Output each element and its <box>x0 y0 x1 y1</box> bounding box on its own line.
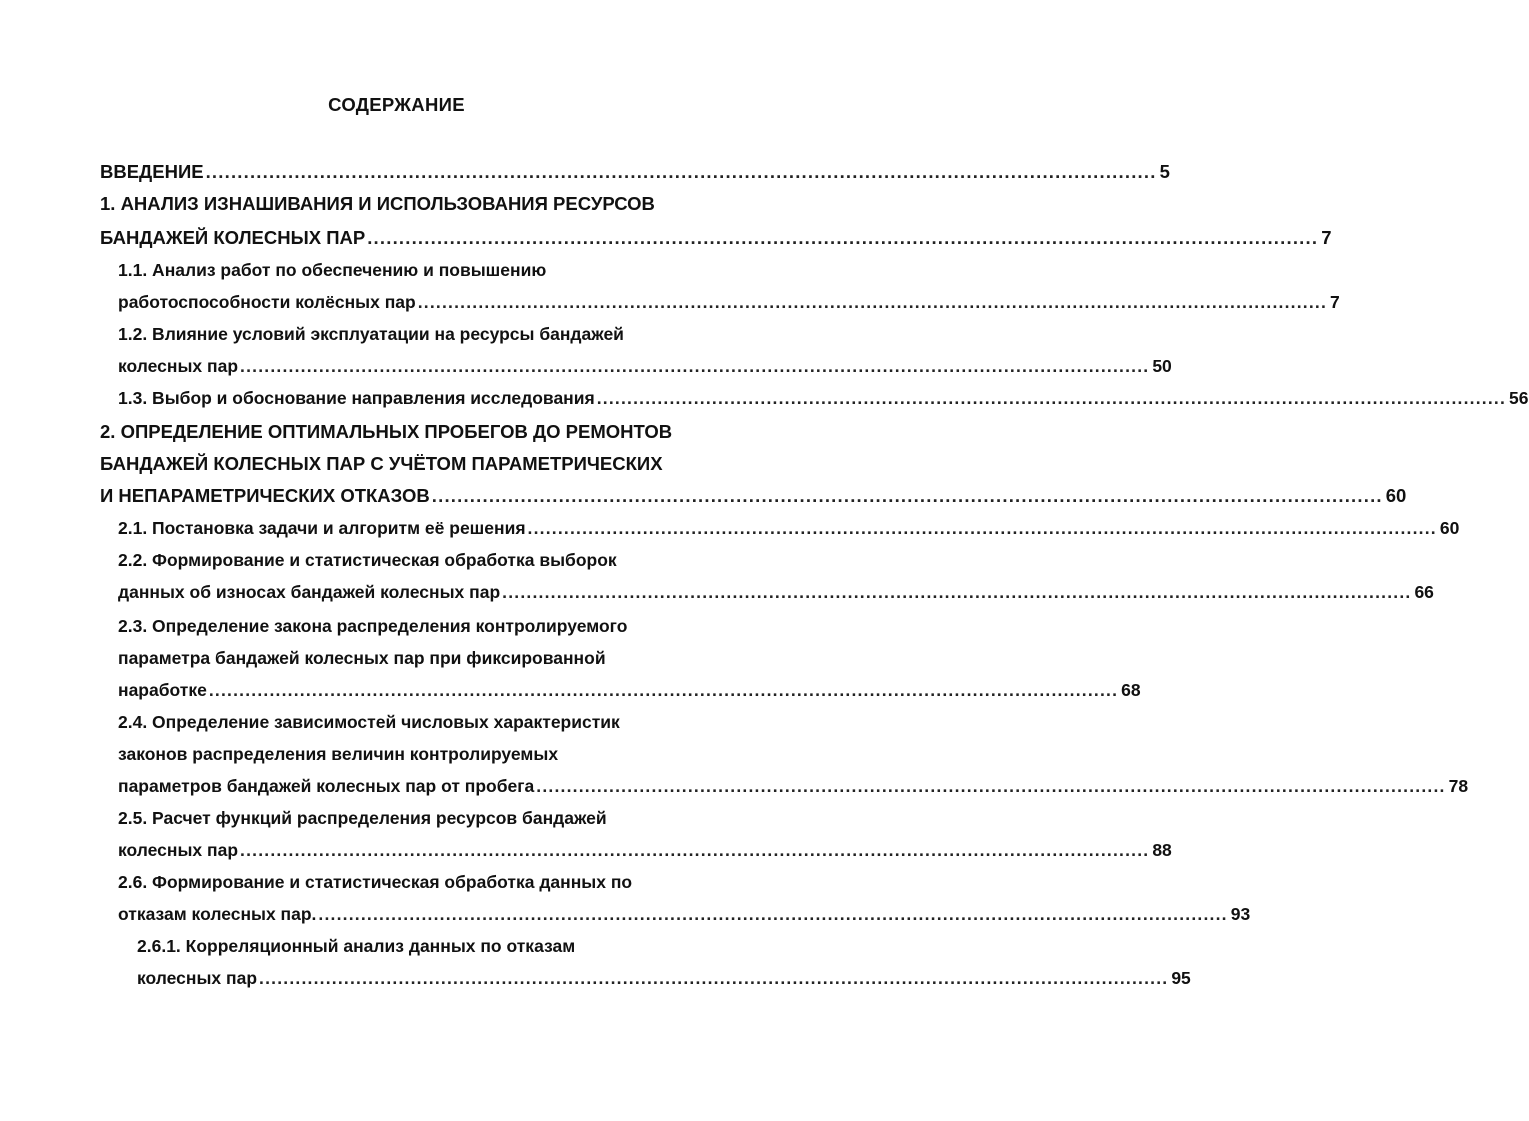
toc-entry-text: БАНДАЖЕЙ КОЛЕСНЫХ ПАР С УЧЁТОМ ПАРАМЕТРИЧЕСКИХ <box>100 453 663 474</box>
toc-entry-ch2-line3[interactable] <box>100 484 1407 508</box>
toc-entry-text: 2. ОПРЕДЕЛЕНИЕ ОПТИМАЛЬНЫХ ПРОБЕГОВ ДО РЕМОНТОВ <box>100 421 673 442</box>
toc-entry-text: ВВЕДЕНИЕ <box>100 161 204 182</box>
toc-entry-text: 1.2. Влияние условий эксплуатации на ресурсы бандажей <box>118 324 624 344</box>
toc-entry-text: законов распределения величин контролируемых <box>118 744 559 764</box>
toc-entry-1-2-line2[interactable] <box>118 354 1172 378</box>
toc-entry-text: данных об износах бандажей колесных пар <box>118 582 501 602</box>
toc-page-number: 78 <box>1448 776 1469 796</box>
toc-page-number: 7 <box>1330 292 1340 312</box>
toc-entry-2-2-line1[interactable] <box>118 548 685 572</box>
toc-entry-text: 2.3. Определение закона распределения контролируемого <box>118 616 628 636</box>
toc-entry-2-5-line2[interactable] <box>118 838 1172 862</box>
toc-entry-text: колесных пар <box>118 356 239 376</box>
toc-page-number: 56 <box>1509 388 1529 408</box>
toc-entry-text: отказам колесных пар. <box>118 904 317 924</box>
toc-entry-1-3[interactable] <box>118 386 1529 410</box>
toc-entry-text: параметров бандажей колесных пар от пробега <box>118 776 535 796</box>
toc-entry-ch1-line1[interactable] <box>100 192 685 216</box>
toc-entry-ch2-line1[interactable] <box>100 420 685 444</box>
toc-entry-2-6-line2[interactable] <box>118 902 1251 926</box>
toc-entry-text: 2.6.1. Корреляционный анализ данных по отказам <box>137 936 576 956</box>
toc-entry-text: И НЕПАРАМЕТРИЧЕСКИХ ОТКАЗОВ <box>100 485 430 506</box>
dot-leader: ...................................................................................................................................................... <box>527 518 1437 538</box>
toc-entry-2-4-line3[interactable] <box>118 774 1469 798</box>
toc-page-number: 7 <box>1321 227 1332 248</box>
toc-page-number: 5 <box>1159 161 1170 182</box>
dot-leader: ...................................................................................................................................................... <box>536 776 1446 796</box>
dot-leader: ...................................................................................................................................................... <box>502 582 1412 602</box>
toc-entry-2-6-1-line2[interactable] <box>137 966 1191 990</box>
toc-entry-2-3-line2[interactable] <box>118 646 685 670</box>
toc-entry-2-6-line1[interactable] <box>118 870 685 894</box>
toc-entry-text: 2.4. Определение зависимостей числовых характеристик <box>118 712 620 732</box>
toc-page-number: 50 <box>1152 356 1172 376</box>
toc-entry-2-2-line2[interactable] <box>118 580 1434 604</box>
toc-entry-text: колесных пар <box>118 840 239 860</box>
toc-entry-text: наработке <box>118 680 207 700</box>
toc-entry-2-5-line1[interactable] <box>118 806 685 830</box>
page-title: СОДЕРЖАНИЕ <box>328 94 465 115</box>
toc-entry-text: 1.1. Анализ работ по обеспечению и повышению <box>118 260 547 280</box>
toc-entry-1-1-line2[interactable] <box>118 290 1340 314</box>
toc-entry-2-1[interactable] <box>118 516 1460 540</box>
dot-leader: ...................................................................................................................................................... <box>259 968 1169 988</box>
toc-entry-text: 2.6. Формирование и статистическая обработка данных по <box>118 872 633 892</box>
toc-entry-text: БАНДАЖЕЙ КОЛЕСНЫХ ПАР <box>100 227 366 248</box>
toc-entry-2-6-1-line1[interactable] <box>137 934 685 958</box>
toc-entry-text: 2.1. Постановка задачи и алгоритм её решения <box>118 518 526 538</box>
dot-leader: ...................................................................................................................................................... <box>208 680 1119 700</box>
toc-page-number: 95 <box>1171 968 1191 988</box>
toc-page-number: 88 <box>1152 840 1172 860</box>
toc-entry-ch2-line2[interactable] <box>100 452 685 476</box>
toc-entry-text: колесных пар <box>137 968 258 988</box>
toc-entry-2-4-line1[interactable] <box>118 710 685 734</box>
dot-leader: ...................................................................................................................................................... <box>318 904 1228 924</box>
toc-entry-text: 2.5. Расчет функций распределения ресурсов бандажей <box>118 808 607 828</box>
dot-leader: ...................................................................................................................................................... <box>431 485 1383 506</box>
toc-page-number: 60 <box>1439 518 1460 538</box>
toc-page-number: 66 <box>1414 582 1434 602</box>
dot-leader: ...................................................................................................................................................... <box>240 840 1150 860</box>
dot-leader: ...................................................................................................................................................... <box>240 356 1150 376</box>
toc-entry-text: параметра бандажей колесных пар при фиксированной <box>118 648 606 668</box>
toc-entry-2-4-line2[interactable] <box>118 742 685 766</box>
toc-entry-intro[interactable] <box>100 160 1170 184</box>
toc-entry-1-1-line1[interactable] <box>118 258 685 282</box>
dot-leader: ...................................................................................................................................................... <box>205 161 1157 182</box>
dot-leader: ...................................................................................................................................................... <box>596 388 1507 408</box>
dot-leader: ...................................................................................................................................................... <box>367 227 1319 248</box>
toc-entry-text: 1. АНАЛИЗ ИЗНАШИВАНИЯ И ИСПОЛЬЗОВАНИЯ РЕСУРСОВ <box>100 193 655 214</box>
toc-entry-2-3-line3[interactable] <box>118 678 1141 702</box>
toc-entry-text: 1.3. Выбор и обоснование направления исследования <box>118 388 595 408</box>
dot-leader: ...................................................................................................................................................... <box>417 292 1328 312</box>
toc-entry-1-2-line1[interactable] <box>118 322 685 346</box>
toc-entry-text: 2.2. Формирование и статистическая обработка выборок <box>118 550 617 570</box>
toc-page-number: 68 <box>1121 680 1141 700</box>
toc-entry-ch1-line2[interactable] <box>100 226 1332 250</box>
toc-page-number: 60 <box>1385 485 1407 506</box>
toc-entry-2-3-line1[interactable] <box>118 614 685 638</box>
toc-entry-text: работоспособности колёсных пар <box>118 292 416 312</box>
toc-page-number: 93 <box>1230 904 1251 924</box>
